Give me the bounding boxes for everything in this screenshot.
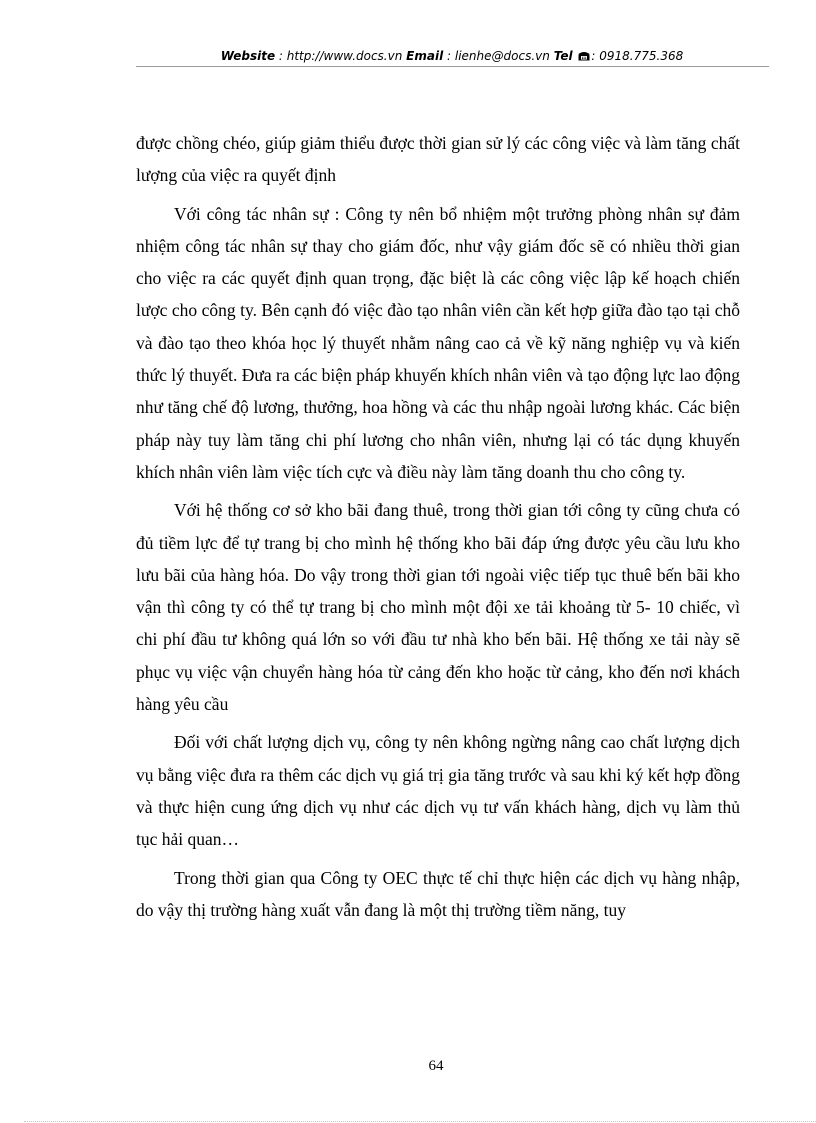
website-value: http://www.docs.vn bbox=[286, 49, 403, 63]
email-value: lienhe@docs.vn bbox=[454, 49, 550, 63]
website-label: Website bbox=[220, 49, 276, 63]
document-body bbox=[136, 127, 740, 932]
page-number: 64 bbox=[428, 1058, 444, 1074]
tel-value: 0918.775.368 bbox=[599, 49, 684, 63]
page-header bbox=[136, 48, 768, 64]
website-separator: : bbox=[275, 49, 287, 63]
tel-label: Tel bbox=[553, 49, 573, 63]
paragraph-5: Trong thời gian qua Công ty OEC thực tế chỉ thực hiện các dịch vụ hàng nhập, do vậy thị trường hàng xuất vẫn đang là một thị trường tiềm năng, tuy bbox=[136, 867, 740, 920]
email-separator: : bbox=[443, 49, 455, 63]
page-bottom-border bbox=[24, 1121, 816, 1122]
paragraph-2: Với công tác nhân sự : Công ty nên bổ nhiệm một trưởng phòng nhân sự đảm nhiệm công tác nhân sự thay cho giám đốc, như vậy giám đốc sẽ có nhiều thời gian cho việc ra các quyết định quan trọng, đặc biệt là các công việc lập kế hoạch chiến lược cho công ty. Bên cạnh đó việc đào tạo nhân viên cần kết hợp giữa đào tạo tại chỗ và đào tạo theo khóa học lý thuyết nhằm nâng cao cả về kỹ năng nghiệp vụ và kiến thức lý thuyết. Đưa ra các biện pháp khuyến khích nhân viên và tạo động lực lao động như tăng chế độ lương, thưởng, hoa hồng và các thu nhập ngoài lương khác. Các biện pháp này tuy làm tăng chi phí lương cho nhân viên, nhưng lại có tác dụng khuyến khích nhân viên làm việc tích cực và điều này làm tăng doanh thu cho công ty. bbox=[136, 203, 740, 482]
header-divider bbox=[136, 66, 769, 67]
paragraph-4: Đối với chất lượng dịch vụ, công ty nên không ngừng nâng cao chất lượng dịch vụ bằng việc đưa ra thêm các dịch vụ giá trị gia tăng trước và sau khi ký kết hợp đồng và thực hiện cung ứng dịch vụ như các dịch vụ tư vấn khách hàng, dịch vụ làm thủ tục hải quan… bbox=[136, 732, 740, 850]
tel-separator: : bbox=[591, 49, 600, 63]
paragraph-3: Với hệ thống cơ sở kho bãi đang thuê, trong thời gian tới công ty cũng chưa có đủ tiềm lực để tự trang bị cho mình hệ thống kho bãi đáp ứng được yêu cầu lưu kho lưu bãi của hàng hóa. Do vậy trong thời gian tới ngoài việc tiếp tục thuê bến bãi kho vận thì công ty có thể tự trang bị cho mình một đội xe tải khoảng từ 5- 10 chiếc, vì chi phí đầu tư không quá lớn so với đầu tư nhà kho bến bãi. Hệ thống xe tải này sẽ phục vụ việc vận chuyển hàng hóa từ cảng đến kho hoặc từ cảng, kho đến nơi khách hàng yêu cầu bbox=[136, 500, 740, 715]
email-label: Email bbox=[406, 49, 444, 63]
paragraph-1: được chồng chéo, giúp giảm thiểu được thời gian sử lý các công việc và làm tăng chất lượng của việc ra quyết định bbox=[136, 133, 740, 186]
phone-icon bbox=[578, 50, 590, 61]
